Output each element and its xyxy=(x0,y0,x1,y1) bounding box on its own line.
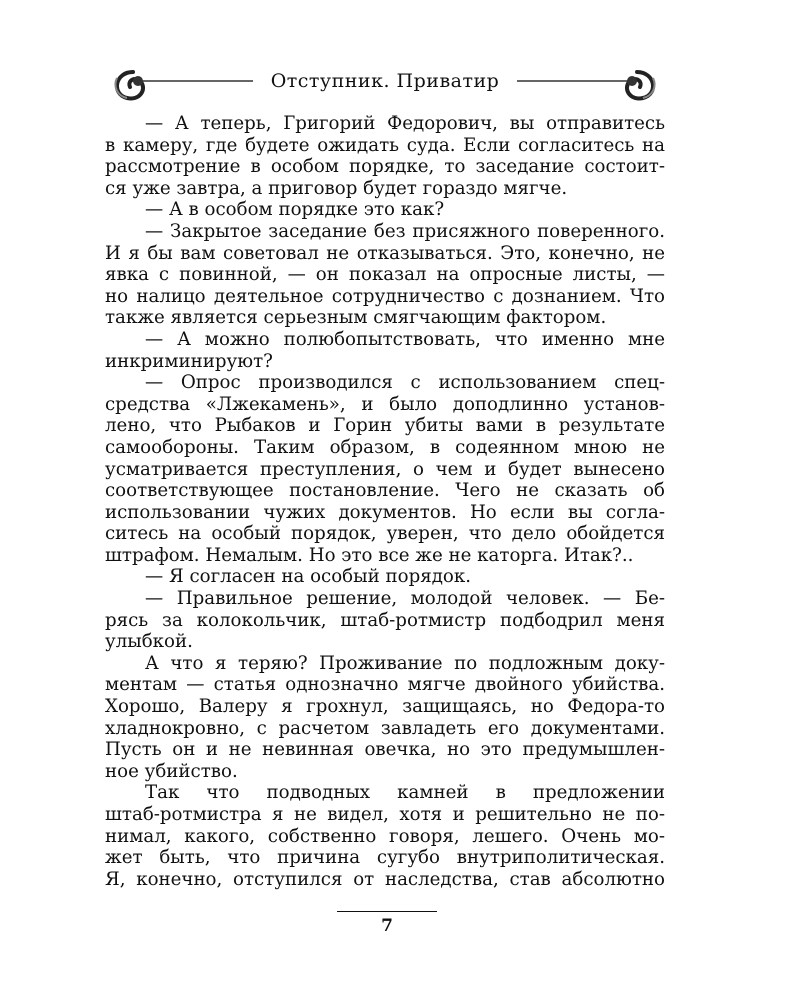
text-line: — Я согласен на особый порядок. xyxy=(145,566,471,588)
text-line: использовании чужих документов. Но если вы согла- xyxy=(105,501,665,523)
text-line: соответствующее постановление. Чего не сказать об xyxy=(105,480,665,502)
text-line: Я, конечно, отступился от наследства, став абсолютно xyxy=(105,868,665,890)
text-line: жет быть, что причина сугубо внутриполитическая. xyxy=(105,847,665,869)
text-line: — А в особом порядке это как? xyxy=(145,199,445,221)
footer-divider xyxy=(337,911,437,912)
text-line: в камеру, где будете ожидать суда. Если согласитесь на xyxy=(105,134,665,156)
text-line: рясь за колокольчик, штаб-ротмистр подбодрил меня xyxy=(105,609,665,631)
text-line: лено, что Рыбаков и Горин убиты вами в результате xyxy=(105,415,665,437)
text-line: улыбкой. xyxy=(105,631,193,653)
text-line: — Правильное решение, молодой человек. — Бе- xyxy=(145,588,665,610)
text-line: инкриминируют? xyxy=(105,350,273,372)
running-header xyxy=(105,62,665,106)
text-line: ментам — статья однозначно мягче двойного убийства. xyxy=(105,674,665,696)
text-line: ся уже завтра, а приговор будет гораздо мягче. xyxy=(105,177,568,199)
text-line: Пусть он и не невинная овечка, но это предумышлен- xyxy=(105,739,665,761)
text-line: самообороны. Таким образом, в содеянном мною не xyxy=(105,436,665,458)
text-line: хладнокровно, с расчетом завладеть его документами. xyxy=(105,717,665,739)
text-line: Хорошо, Валеру я грохнул, защищаясь, но Федора-то xyxy=(105,696,665,718)
text-line: но налицо деятельное сотрудничество с дознанием. Что xyxy=(105,285,665,307)
text-line: ное убийство. xyxy=(105,760,238,782)
page-number: 7 xyxy=(381,916,393,936)
text-line: явка с повинной, — он показал на опросные листы, — xyxy=(105,264,665,286)
text-line: штрафом. Немалым. Но это все же не каторга. Итак?.. xyxy=(105,544,634,566)
text-line: И я бы вам советовал не отказываться. Это, конечно, не xyxy=(105,242,665,264)
text-line: — Закрытое заседание без присяжного поверенного. xyxy=(145,220,665,242)
text-line: — А теперь, Григорий Федорович, вы отправитесь xyxy=(145,113,665,134)
text-line: ситесь на особый порядок, уверен, что дело обойдется xyxy=(105,523,665,545)
text-line: — Опрос производился с использованием спец- xyxy=(145,372,665,394)
text-line: рассмотрение в особом порядке, то заседание состоит- xyxy=(105,156,665,178)
text-line: — А можно полюбопытствовать, что именно мне xyxy=(145,328,665,350)
text-line: Так что подводных камней в предложении xyxy=(145,782,665,804)
header-title: Отступник. Приватир xyxy=(270,70,500,92)
text-line: также является серьезным смягчающим фактором. xyxy=(105,307,607,329)
text-line: штаб-ротмистра я не видел, хотя и решительно не по- xyxy=(105,804,665,825)
text-line: средства «Лжекамень», и было доподлинно установ- xyxy=(105,393,665,415)
text-line: А что я теряю? Проживание по подложным доку- xyxy=(145,652,665,674)
body-text xyxy=(105,113,665,890)
text-line: нимал, какого, собственно говоря, лешего. Очень мо- xyxy=(105,825,665,847)
text-line: усматривается преступления, о чем и будет вынесено xyxy=(105,458,665,480)
